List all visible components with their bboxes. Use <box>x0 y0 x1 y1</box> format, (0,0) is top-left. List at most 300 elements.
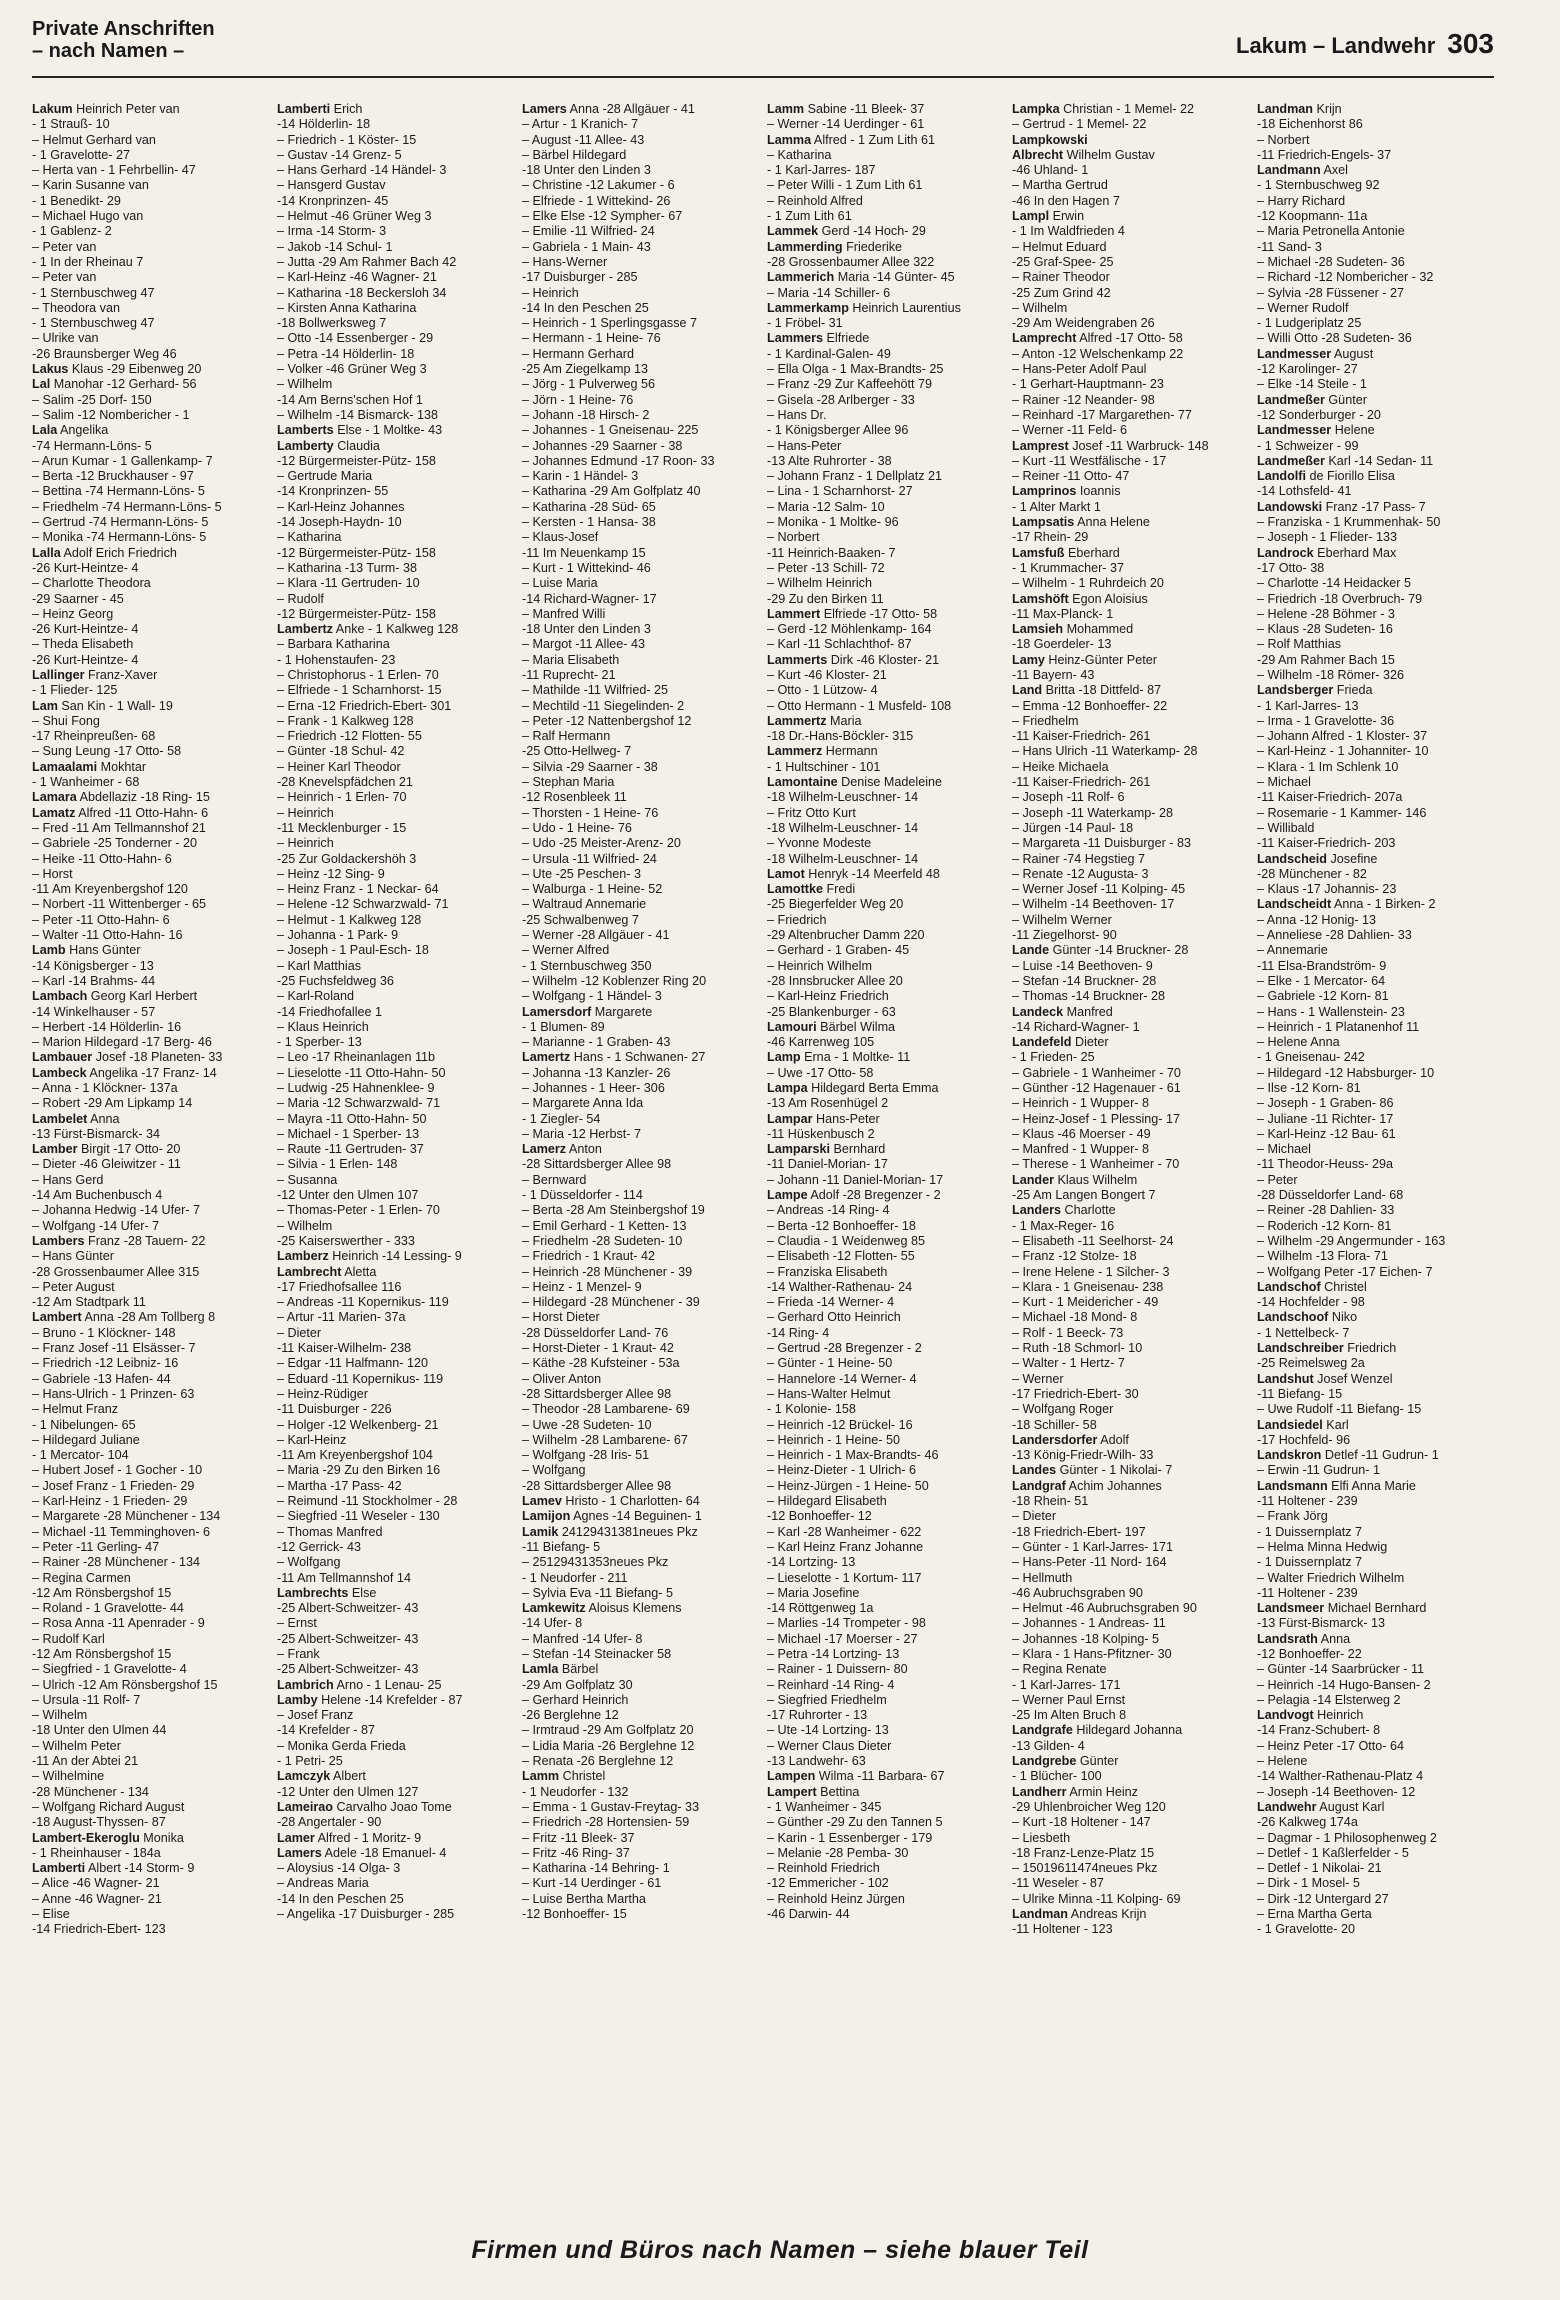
directory-entry-line: -29 Uhlenbroicher Weg 120 <box>1012 1799 1166 1814</box>
directory-entry-line: Lamkewitz Aloisus Klemens <box>522 1601 682 1616</box>
directory-entry-line: -25 Fuchsfeldweg 36 <box>277 973 394 988</box>
directory-entry-line: – Hans Gerhard -14 Händel- 3 <box>277 163 447 178</box>
directory-entry-line: – Helmut -46 Grüner Weg 3 <box>277 209 432 224</box>
directory-entry-line: Lamer Alfred - 1 Moritz- 9 <box>277 1830 422 1845</box>
directory-entry-line: – Elisabeth -11 Seelhorst- 24 <box>1012 1233 1174 1248</box>
directory-entry-line: -25 Am Langen Bongert 7 <box>1012 1188 1156 1203</box>
directory-entry-line: – Gerhard Otto Heinrich <box>767 1310 901 1325</box>
directory-entry-line: Landschoof Niko <box>1257 1310 1358 1325</box>
directory-entry-line: – Theda Elisabeth <box>32 637 134 652</box>
directory-entry-line: – Karl-Heinz <box>277 1432 347 1447</box>
directory-entry-line: – Monika Gerda Frieda <box>277 1738 406 1753</box>
directory-entry-line: -18 Schiller- 58 <box>1012 1417 1097 1432</box>
directory-entry-line: -14 Friedhofallee 1 <box>277 1004 383 1019</box>
directory-entry-line: -25 Biegerfelder Weg 20 <box>767 897 904 912</box>
directory-entry-line: Lammerich Maria -14 Günter- 45 <box>767 270 955 285</box>
directory-entry-line: -14 Lortzing- 13 <box>767 1555 856 1570</box>
directory-entry-line: – Johanna -13 Kanzler- 26 <box>522 1065 671 1080</box>
directory-entry-line: – Sylvia Eva -11 Biefang- 5 <box>522 1585 673 1600</box>
directory-entry-line: - 1 Hultschiner - 101 <box>767 759 881 774</box>
directory-entry-line: – Elfriede - 1 Wittekind- 26 <box>522 193 671 208</box>
directory-entry-line: Landschof Christel <box>1257 1279 1367 1294</box>
directory-entry-line: – Johannes -29 Saarner - 38 <box>522 438 683 453</box>
directory-entry-line: – Raute -11 Gertruden- 37 <box>277 1142 424 1157</box>
directory-entry-line: Lammerz Hermann <box>767 744 878 759</box>
directory-entry-line: – Uwe -28 Sudeten- 10 <box>522 1417 652 1432</box>
name-range: Lakum – Landwehr <box>1236 33 1436 58</box>
directory-entry-line: – Friedrich -18 Overbruch- 79 <box>1257 591 1423 606</box>
directory-entry-line: -17 Rheinpreußen- 68 <box>32 729 156 744</box>
directory-entry-line: Lamerz Anton <box>522 1142 602 1157</box>
directory-entry-line: Lamberz Heinrich -14 Lessing- 9 <box>277 1249 462 1264</box>
directory-entry-line: – August -11 Allee- 43 <box>522 132 645 147</box>
directory-entry-line: -26 Kurt-Heintze- 4 <box>32 622 139 637</box>
directory-entry-line: Lameirao Carvalho Joao Tome <box>277 1799 452 1814</box>
directory-entry-line: – Peter van <box>32 239 97 254</box>
directory-entry-line: – Hildegard Elisabeth <box>767 1494 887 1509</box>
directory-entry-line: – Luise Bertha Martha <box>522 1891 646 1906</box>
directory-entry-line: -12 Am Rönsbergshof 15 <box>32 1646 172 1661</box>
directory-entry-line: – Wilhelm Peter <box>32 1738 121 1753</box>
directory-entry-line: – Mayra -11 Otto-Hahn- 50 <box>277 1111 427 1126</box>
directory-entry-line: -18 Eichenhorst 86 <box>1257 117 1363 132</box>
directory-entry-line: - 1 Sperber- 13 <box>277 1035 362 1050</box>
directory-entry-line: Lampkowski <box>1012 132 1088 147</box>
directory-entry-line: – Thorsten - 1 Heine- 76 <box>522 805 659 820</box>
directory-entry-line: – Gerd -12 Möhlenkamp- 164 <box>767 622 932 637</box>
directory-entry-line: – Horst Dieter <box>522 1310 600 1325</box>
directory-entry-line: – Frank - 1 Kalkweg 128 <box>277 713 414 728</box>
directory-entry-line: Landsrath Anna <box>1257 1631 1351 1646</box>
directory-entry-line: Lamersdorf Margarete <box>522 1004 653 1019</box>
directory-entry-line: – Dieter <box>277 1325 322 1340</box>
directory-entry-line: -11 Kaiser-Friedrich- 261 <box>1012 729 1151 744</box>
directory-entry-line: – Annemarie <box>1257 943 1328 958</box>
directory-entry-line: Lamaalami Mokhtar <box>32 759 147 774</box>
directory-entry-line: -29 Am Golfplatz 30 <box>522 1677 633 1692</box>
directory-entry-line: -11 Bayern- 43 <box>1012 667 1095 682</box>
directory-entry-line: -14 Franz-Schubert- 8 <box>1257 1723 1381 1738</box>
directory-entry-line: – Frank <box>277 1646 320 1661</box>
directory-entry-line: Lammers Elfriede <box>767 331 870 346</box>
directory-entry-line: -28 Münchener - 134 <box>32 1784 149 1799</box>
directory-entry-line: – Elise <box>32 1907 70 1922</box>
directory-entry-line: – Margareta -11 Duisburger - 83 <box>1012 836 1191 851</box>
directory-entry-line: – Barbara Katharina <box>277 637 390 652</box>
directory-entry-line: – Irene Helene - 1 Silcher- 3 <box>1012 1264 1170 1279</box>
directory-entry-line: -18 Wilhelm-Leuschner- 14 <box>767 851 919 866</box>
directory-entry-line: – Klaus Heinrich <box>277 1019 369 1034</box>
directory-entry-line: – Anna -12 Honig- 13 <box>1257 912 1377 927</box>
directory-entry-line: – Walburga - 1 Heine- 52 <box>522 882 663 897</box>
directory-entry-line: – Stefan -14 Bruckner- 28 <box>1012 973 1157 988</box>
directory-entry-line: – Johannes - 1 Gneisenau- 225 <box>522 423 699 438</box>
directory-entry-line: – Michael - 1 Sperber- 13 <box>277 1126 420 1141</box>
directory-entry-line: – Waltraud Annemarie <box>522 897 647 912</box>
directory-entry-line: Lamberti Albert -14 Storm- 9 <box>32 1861 195 1876</box>
directory-entry-line: -14 Kronprinzen- 45 <box>277 193 389 208</box>
directory-entry-line: – Peter van <box>32 270 97 285</box>
directory-entry-line: – Walter - 1 Hertz- 7 <box>1012 1356 1125 1371</box>
directory-entry-line: – Norbert <box>1257 132 1310 147</box>
directory-entry-line: – Gertrud -74 Hermann-Löns- 5 <box>32 515 209 530</box>
directory-entry-line: Lakus Klaus -29 Eibenweg 20 <box>32 362 202 377</box>
directory-entry-line: -74 Hermann-Löns- 5 <box>32 438 152 453</box>
directory-entry-line: – Gustav -14 Grenz- 5 <box>277 147 402 162</box>
directory-entry-line: – Martha Gertrud <box>1012 178 1108 193</box>
directory-entry-line: – Friedrich -12 Flotten- 55 <box>277 729 422 744</box>
directory-entry-line: – Michael -18 Mond- 8 <box>1012 1310 1138 1325</box>
directory-entry-line: Lamsieh Mohammed <box>1012 622 1134 637</box>
directory-entry-line: Landers Charlotte <box>1012 1203 1116 1218</box>
directory-entry-line: – Peter -13 Schill- 72 <box>767 560 885 575</box>
directory-entry-line: – Monika - 1 Moltke- 96 <box>767 515 899 530</box>
directory-entry-line: Landeck Manfred <box>1012 1004 1113 1019</box>
directory-entry-line: – Heinz -12 Sing- 9 <box>277 866 385 881</box>
directory-entry-line: – Heinrich - 1 Platanenhof 11 <box>1257 1019 1420 1034</box>
directory-entry-line: – Emma -12 Bonhoeffer- 22 <box>1012 698 1168 713</box>
directory-entry-line: Lala Angelika <box>32 423 109 438</box>
directory-entry-line: -25 Am Ziegelkamp 13 <box>522 362 648 377</box>
directory-entry-line: – Heinrich -28 Münchener - 39 <box>522 1264 693 1279</box>
directory-entry-line: – Gabriele - 1 Wanheimer - 70 <box>1012 1065 1181 1080</box>
directory-entry-line: – Joseph -11 Rolf- 6 <box>1012 790 1125 805</box>
directory-entry-line: -12 Emmericher - 102 <box>767 1876 889 1891</box>
directory-entry-line: - 1 Sternbuschweg 350 <box>522 958 652 973</box>
directory-entry-line: – Bruno - 1 Klöckner- 148 <box>32 1325 176 1340</box>
directory-entry-line: -11 Im Neuenkamp 15 <box>522 545 646 560</box>
directory-entry-line: -28 Knevelspfädchen 21 <box>277 775 413 790</box>
directory-entry-line: – Wilhelm <box>32 1708 88 1723</box>
directory-entry-line: Landshut Josef Wenzel <box>1257 1371 1393 1386</box>
directory-entry-line: – Karl -28 Wanheimer - 622 <box>767 1524 922 1539</box>
directory-entry-line: – Wilhelm <box>1012 300 1068 315</box>
directory-entry-line: Landmesser August <box>1257 346 1374 361</box>
directory-entry-line: Lamy Heinz-Günter Peter <box>1012 652 1157 667</box>
directory-entry-line: -14 Ufer- 8 <box>522 1616 583 1631</box>
directory-entry-line: – Peter -12 Nattenbergshof 12 <box>522 713 692 728</box>
directory-entry-line: – Dirk -12 Untergard 27 <box>1257 1891 1389 1906</box>
directory-entry-line: – Herbert -14 Hölderlin- 16 <box>32 1019 182 1034</box>
directory-entry-line: -25 Otto-Hellweg- 7 <box>522 744 632 759</box>
directory-entry-line: -28 Sittardsberger Allee 98 <box>522 1157 672 1172</box>
directory-entry-line: – Emma - 1 Gustav-Freytag- 33 <box>522 1799 700 1814</box>
directory-entry-line: Lampar Hans-Peter <box>767 1111 880 1126</box>
directory-entry-line: -11 Ruprecht- 21 <box>522 667 616 682</box>
directory-entry-line: -11 Holtener - 123 <box>1012 1922 1113 1937</box>
directory-entry-line: Lambauer Josef -18 Planeten- 33 <box>32 1050 223 1065</box>
directory-entry-line: Lalla Adolf Erich Friedrich <box>32 545 177 560</box>
directory-entry-line: – Maria -12 Herbst- 7 <box>522 1126 641 1141</box>
directory-entry-line: – Karl-Heinz -12 Bau- 61 <box>1257 1126 1396 1141</box>
directory-entry-line: – Heinrich - 1 Wupper- 8 <box>1012 1096 1149 1111</box>
directory-entry-line: Lamm Christel <box>522 1769 606 1784</box>
directory-entry-line: – Klara - 1 Hans-Pfitzner- 30 <box>1012 1646 1172 1661</box>
directory-entry-line: – Dieter <box>1012 1509 1057 1524</box>
directory-entry-line: – Friedhelm <box>1012 713 1079 728</box>
directory-entry-line: Lamsfuß Eberhard <box>1012 545 1120 560</box>
directory-entry-line: – Silvia - 1 Erlen- 148 <box>277 1157 398 1172</box>
directory-entry-line: Landschreiber Friedrich <box>1257 1341 1397 1356</box>
directory-entry-line: – Johann Franz - 1 Dellplatz 21 <box>767 469 943 484</box>
directory-entry-line: – Manfred - 1 Wupper- 8 <box>1012 1142 1149 1157</box>
directory-entry-line: Landvogt Heinrich <box>1257 1708 1364 1723</box>
directory-entry-line: -18 Bollwerksweg 7 <box>277 316 387 331</box>
directory-entry-line: – Karl Heinz Franz Johanne <box>767 1539 924 1554</box>
directory-entry-line: – Emil Gerhard - 1 Ketten- 13 <box>522 1218 687 1233</box>
directory-entry-line: -11 Friedrich-Engels- 37 <box>1257 147 1392 162</box>
section-title-line1: Private Anschriften <box>32 18 215 40</box>
directory-entry-line: – Heinrich -12 Brückel- 16 <box>767 1417 913 1432</box>
directory-entry-line: -12 Bürgermeister-Pütz- 158 <box>277 453 436 468</box>
directory-entry-line: Lamprest Josef -11 Warbruck- 148 <box>1012 438 1209 453</box>
directory-entry-line: – Wilhelm -13 Flora- 71 <box>1257 1249 1388 1264</box>
directory-entry-line: – Thomas-Peter - 1 Erlen- 70 <box>277 1203 440 1218</box>
page-range <box>1236 28 1494 60</box>
directory-entry-line: – Heinrich <box>277 836 334 851</box>
directory-entry-line: Lambrich Arno - 1 Lenau- 25 <box>277 1677 442 1692</box>
directory-entry-line: -11 Kaiser-Wilhelm- 238 <box>277 1341 412 1356</box>
directory-entry-line: – Kurt -46 Kloster- 21 <box>767 667 887 682</box>
directory-entry-line: – Katharina -14 Behring- 1 <box>522 1861 670 1876</box>
directory-entry-line: – Erna Martha Gerta <box>1257 1907 1372 1922</box>
directory-entry-line: – Manfred -14 Ufer- 8 <box>522 1631 643 1646</box>
directory-entry-line: Lampe Adolf -28 Bregenzer - 2 <box>767 1188 941 1203</box>
directory-entry-line: – Franziska Elisabeth <box>767 1264 888 1279</box>
directory-entry-line: -11 Biefang- 15 <box>1257 1386 1343 1401</box>
directory-entry-line: Lamatz Alfred -11 Otto-Hahn- 6 <box>32 805 209 820</box>
directory-entry-line: -13 Landwehr- 63 <box>767 1754 866 1769</box>
directory-entry-line: - 1 Gerhart-Hauptmann- 23 <box>1012 377 1164 392</box>
directory-entry-line: – Johannes -18 Kolping- 5 <box>1012 1631 1160 1646</box>
directory-entry-line: – Rosa Anna -11 Apenrader - 9 <box>32 1616 205 1631</box>
directory-entry-line: – Sylvia -28 Füssener - 27 <box>1257 285 1404 300</box>
directory-entry-line: – Wolfgang Peter -17 Eichen- 7 <box>1257 1264 1433 1279</box>
directory-entry-line: -25 Kaiserswerther - 333 <box>277 1233 415 1248</box>
directory-entry-line: Landolfi de Fiorillo Elisa <box>1257 469 1395 484</box>
directory-entry-line: – Wolfgang -28 Iris- 51 <box>522 1448 650 1463</box>
directory-entry-line: -29 Am Rahmer Bach 15 <box>1257 652 1395 667</box>
directory-entry-line: -25 Albert-Schweitzer- 43 <box>277 1601 419 1616</box>
directory-entry-line: – Günter - 1 Heine- 50 <box>767 1356 893 1371</box>
directory-entry-line: – Michael <box>1257 775 1311 790</box>
directory-entry-line: – Erwin -11 Gudrun- 1 <box>1257 1463 1380 1478</box>
directory-entry-line: – Anna - 1 Klöckner- 137a <box>32 1081 178 1095</box>
directory-entry-line: -25 Albert-Schweitzer- 43 <box>277 1631 419 1646</box>
directory-entry-line: – Marion Hildegard -17 Berg- 46 <box>32 1035 212 1050</box>
directory-entry-line: – Lieselotte - 1 Kortum- 117 <box>767 1570 922 1585</box>
directory-entry-line: -29 Am Weidengraben 26 <box>1012 316 1155 331</box>
directory-entry-line: – Michael -17 Moerser - 27 <box>767 1631 918 1646</box>
directory-entry-line: -17 Otto- 38 <box>1257 560 1325 575</box>
directory-entry-line: -13 Alte Ruhrorter - 38 <box>767 453 892 468</box>
directory-entry-line: Lamev Hristo - 1 Charlotten- 64 <box>522 1494 700 1509</box>
directory-entry-line: - 1 Krummacher- 37 <box>1012 560 1124 575</box>
directory-entry-line: – Wolfgang -14 Ufer- 7 <box>32 1218 160 1233</box>
directory-entry-line: – Arun Kumar - 1 Gallenkamp- 7 <box>32 453 213 468</box>
directory-entry-line: – Katharina <box>277 530 342 545</box>
directory-entry-line: – Oliver Anton <box>522 1371 602 1386</box>
directory-entry-line: – Heinz - 1 Menzel- 9 <box>522 1279 642 1294</box>
directory-entry-line: – Renate -12 Augusta- 3 <box>1012 866 1149 881</box>
section-title-line2: – nach Namen – <box>32 40 185 62</box>
directory-entry-line: Lamla Bärbel <box>522 1662 599 1677</box>
directory-entry-line: – Andreas -14 Ring- 4 <box>767 1203 890 1218</box>
directory-entry-line: -17 Duisburger - 285 <box>522 270 638 285</box>
directory-entry-line: – Rainer - 1 Duissern- 80 <box>767 1662 908 1677</box>
directory-entry-line: – Rolf Matthias <box>1257 637 1341 652</box>
directory-entry-line: – Joseph - 1 Flieder- 133 <box>1257 530 1398 545</box>
directory-entry-line: – Anne -46 Wagner- 21 <box>32 1891 162 1906</box>
directory-entry-line: – Edgar -11 Halfmann- 120 <box>277 1356 428 1371</box>
directory-entry-line: -11 Holtener - 239 <box>1257 1585 1358 1600</box>
directory-entry-line: -14 Richard-Wagner- 17 <box>522 591 657 606</box>
directory-entry-line: – Maria -29 Zu den Birken 16 <box>277 1463 441 1478</box>
directory-entry-line: -11 Daniel-Morian- 17 <box>767 1157 888 1172</box>
directory-entry-line: Landwehr August Karl <box>1257 1799 1385 1814</box>
directory-entry-line: – Katharina -18 Beckersloh 34 <box>277 285 447 300</box>
directory-entry-line: – Johann -11 Daniel-Morian- 17 <box>767 1172 944 1187</box>
directory-entry-line: – Hans-Peter <box>767 438 842 453</box>
directory-entry-line: -46 Karrenweg 105 <box>767 1035 875 1050</box>
directory-entry-line: - 1 Sternbuschweg 47 <box>32 316 155 331</box>
directory-entry-line: -26 Kalkweg 174a <box>1257 1815 1358 1830</box>
directory-entry-line: -14 Joseph-Haydn- 10 <box>277 515 402 530</box>
directory-entry-line: – Ruth -18 Schmorl- 10 <box>1012 1341 1143 1356</box>
directory-entry-line: Lamm Sabine -11 Bleek- 37 <box>767 102 925 116</box>
directory-entry-line: -14 Friedrich-Ebert- 123 <box>32 1922 166 1937</box>
directory-entry-line: – Peter Willi - 1 Zum Lith 61 <box>767 178 923 193</box>
directory-entry-line: - 1 Wanheimer - 345 <box>767 1799 882 1814</box>
directory-entry-line: – Friedrich - 1 Köster- 15 <box>277 132 417 147</box>
directory-entry-line: – Bärbel Hildegard <box>522 147 627 162</box>
directory-entry-line: Lammek Gerd -14 Hoch- 29 <box>767 224 926 239</box>
directory-entry-line: -12 Unter den Ulmen 127 <box>277 1784 419 1799</box>
directory-entry-line: - 1 Rheinhauser - 184a <box>32 1845 161 1860</box>
directory-entry-line: Albrecht Wilhelm Gustav <box>1012 147 1155 162</box>
directory-entry-line: -12 Am Rönsbergshof 15 <box>32 1585 172 1600</box>
directory-entry-line: Lambeck Angelika -17 Franz- 14 <box>32 1065 217 1080</box>
directory-entry-line: – Regina Carmen <box>32 1570 131 1585</box>
directory-entry-line: – Holger -12 Welkenberg- 21 <box>277 1417 439 1432</box>
directory-entry-line: – Kurt - 1 Wittekind- 46 <box>522 560 651 575</box>
directory-entry-line: – Karin Susanne van <box>32 178 149 193</box>
directory-entry-line: – Wolfgang Roger <box>1012 1402 1114 1417</box>
directory-entry-line: – Wilhelm -18 Römer- 326 <box>1257 667 1404 682</box>
directory-entry-line: – Rudolf <box>277 591 324 606</box>
directory-entry-line: – Rolf - 1 Beeck- 73 <box>1012 1325 1124 1340</box>
page-number: 303 <box>1447 28 1494 59</box>
directory-entry-line: - 1 Gravelotte- 20 <box>1257 1922 1355 1937</box>
directory-entry-line: – Gertrude Maria <box>277 469 373 484</box>
directory-entry-line: -12 Unter den Ulmen 107 <box>277 1188 419 1203</box>
directory-entry-line: – Aloysius -14 Olga- 3 <box>277 1861 401 1876</box>
directory-entry-line: -46 In den Hagen 7 <box>1012 193 1120 208</box>
directory-entry-line: Lamberti Erich <box>277 102 363 116</box>
directory-entry-line: Lamers Anna -28 Allgäuer - 41 <box>522 102 695 116</box>
directory-entry-line: – Herta van - 1 Fehrbellin- 47 <box>32 163 196 178</box>
directory-entry-line: Lander Klaus Wilhelm <box>1012 1172 1138 1187</box>
directory-entry-line: – Claudia - 1 Weidenweg 85 <box>767 1233 925 1248</box>
directory-entry-line: Lambert-Ekeroglu Monika <box>32 1830 184 1845</box>
directory-entry-line: Landskron Detlef -11 Gudrun- 1 <box>1257 1448 1439 1463</box>
directory-entry-line: – Luise -14 Beethoven- 9 <box>1012 958 1153 973</box>
directory-entry-line: – Hildegard -12 Habsburger- 10 <box>1257 1065 1435 1080</box>
directory-entry-line: – Werner -11 Feld- 6 <box>1012 423 1128 438</box>
directory-entry-line: -11 An der Abtei 21 <box>32 1754 139 1769</box>
directory-entry-line: – Wilhelm <box>277 1218 333 1233</box>
directory-entry-line: - 1 Nettelbeck- 7 <box>1257 1325 1350 1340</box>
directory-entry-line: – Elke -14 Steile - 1 <box>1257 377 1367 392</box>
directory-entry-line: -14 Ring- 4 <box>767 1325 830 1340</box>
directory-entry-line: – Ursula -11 Wilfried- 24 <box>522 851 657 866</box>
directory-entry-line: - 1 Karl-Jarres- 187 <box>767 163 876 178</box>
directory-entry-line: -17 Hochfeld- 96 <box>1257 1432 1351 1447</box>
directory-entry-line: – Wilhelm - 1 Ruhrdeich 20 <box>1012 576 1164 591</box>
directory-entry-line: – Hans Ulrich -11 Waterkamp- 28 <box>1012 744 1198 759</box>
directory-entry-line: – Hannelore -14 Werner- 4 <box>767 1371 917 1386</box>
directory-entry-line: – Kurt -11 Westfälische - 17 <box>1012 453 1167 468</box>
directory-entry-line: – Harry Richard <box>1257 193 1346 208</box>
directory-entry-line: -11 Kaiser-Friedrich- 261 <box>1012 775 1151 790</box>
directory-entry-line: – Reinhard -14 Ring- 4 <box>767 1677 895 1692</box>
directory-entry-line: – Friedrich <box>767 912 827 927</box>
directory-entry-line: – Manfred Willi <box>522 606 606 621</box>
directory-entry-line: – Günter - 1 Karl-Jarres- 171 <box>1012 1539 1173 1554</box>
directory-entry-line: – Elke Else -12 Sympher- 67 <box>522 209 683 224</box>
directory-entry-line: – Johanna Hedwig -14 Ufer- 7 <box>32 1203 201 1218</box>
directory-entry-line: -28 Sittardsberger Allee 98 <box>522 1478 672 1493</box>
directory-entry-line: -12 Gerrick- 43 <box>277 1539 361 1554</box>
directory-entry-line: – Roderich -12 Korn- 81 <box>1257 1218 1392 1233</box>
directory-entry-line: - 1 Nibelungen- 65 <box>32 1417 136 1432</box>
directory-entry-line: -18 Goerdeler- 13 <box>1012 637 1112 652</box>
directory-entry-line: -11 Am Kreyenbergshof 120 <box>32 882 188 897</box>
directory-entry-line: -11 Sand- 3 <box>1257 239 1322 254</box>
directory-entry-line: – Rainer -28 Münchener - 134 <box>32 1555 201 1570</box>
directory-entry-line: – Therese - 1 Wanheimer - 70 <box>1012 1157 1180 1172</box>
directory-entry-line: – Käthe -28 Kufsteiner - 53a <box>522 1356 680 1371</box>
directory-entry-line: – Uwe Rudolf -11 Biefang- 15 <box>1257 1402 1422 1417</box>
directory-entry-line: Lambert Anna -28 Am Tollberg 8 <box>32 1310 216 1325</box>
directory-entry-line: – Heinz Franz - 1 Neckar- 64 <box>277 882 439 897</box>
directory-entry-line: - 1 Gravelotte- 27 <box>32 147 130 162</box>
directory-entry-line: – Margarete -28 Münchener - 134 <box>32 1509 221 1524</box>
directory-entry-line: - 1 Gablenz- 2 <box>32 224 112 239</box>
directory-entry-line: – Jörn - 1 Heine- 76 <box>522 392 634 407</box>
directory-entry-line: – Klaus-Josef <box>522 530 599 545</box>
directory-entry-line: -18 Wilhelm-Leuschner- 14 <box>767 820 919 835</box>
directory-entry-line: Lamberty Claudia <box>277 438 380 453</box>
directory-entry-line: – Heiner Karl Theodor <box>277 759 401 774</box>
directory-entry-line: – Kurt - 1 Meidericher - 49 <box>1012 1295 1159 1310</box>
directory-entry-line: – Renata -26 Berglehne 12 <box>522 1754 674 1769</box>
directory-entry-line: -14 Walther-Rathenau-Platz 4 <box>1257 1769 1424 1784</box>
directory-entry-line: – Siegfried - 1 Gravelotte- 4 <box>32 1662 187 1677</box>
directory-entry-line: Lamparski Bernhard <box>767 1142 886 1157</box>
directory-entry-line: -13 König-Friedr-Wilh- 33 <box>1012 1448 1154 1463</box>
directory-entry-line: – Michael Hugo van <box>32 209 144 224</box>
directory-entry-line: – Werner -28 Allgäuer - 41 <box>522 928 670 943</box>
directory-entry-line: – Artur -11 Marien- 37a <box>277 1310 406 1325</box>
directory-entry-line: -11 Max-Planck- 1 <box>1012 606 1114 621</box>
directory-entry-line: – Franz -12 Stolze- 18 <box>1012 1249 1137 1264</box>
directory-entry-line: - 1 Neudorfer - 132 <box>522 1784 629 1799</box>
directory-entry-line: – Thomas -14 Bruckner- 28 <box>1012 989 1166 1004</box>
directory-entry-line: – Wilhelm -14 Beethoven- 17 <box>1012 897 1175 912</box>
directory-entry-line: – Johannes - 1 Heer- 306 <box>522 1081 665 1095</box>
directory-entry-line: – Berta -12 Bruckhauser - 97 <box>32 469 194 484</box>
